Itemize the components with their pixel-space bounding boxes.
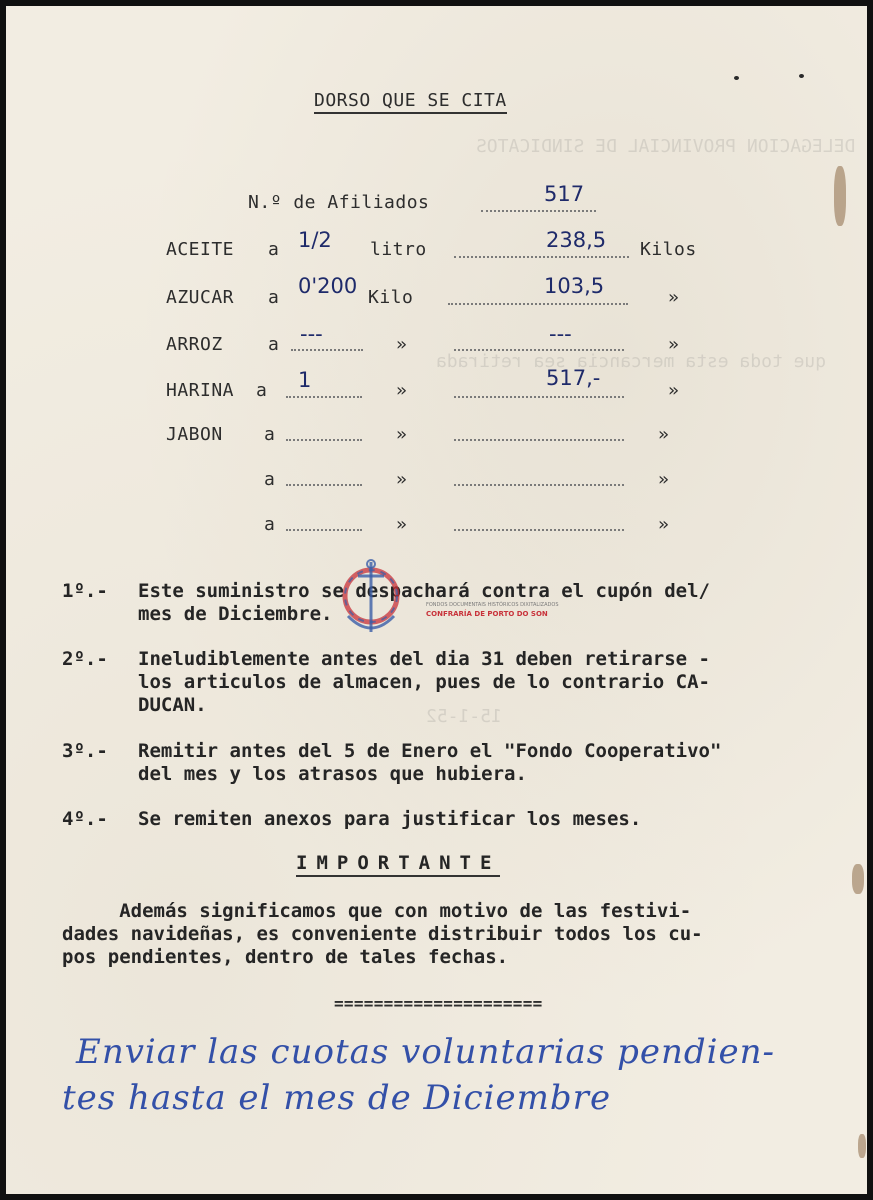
note-number: 1º.-: [62, 580, 108, 602]
row-a: a: [264, 469, 276, 490]
row-value: 238,5: [546, 228, 607, 252]
row-unit: »: [396, 424, 408, 445]
row-a: a: [264, 424, 276, 445]
dotted-line: [454, 484, 624, 486]
note-number: 2º.-: [62, 648, 108, 670]
row-end: »: [668, 334, 680, 355]
dotted-line: [454, 529, 624, 531]
row-value: 517,-: [546, 366, 601, 390]
row-end: Kilos: [640, 239, 697, 260]
row-name: ARROZ: [166, 334, 223, 355]
show-through-text: 15-1-52: [426, 706, 502, 727]
handwritten-note-line: tes hasta el mes de Diciembre: [62, 1078, 612, 1118]
row-name: HARINA: [166, 380, 235, 401]
row-a: a: [268, 287, 280, 308]
archive-seal-logo: [336, 554, 406, 644]
row-value: 103,5: [544, 274, 605, 298]
row-name: AZUCAR: [166, 287, 235, 308]
show-through-text: que toda esta mercancia sea retirada: [436, 351, 827, 372]
row-end: »: [658, 424, 670, 445]
row-unit: »: [396, 469, 408, 490]
paper-stain: [852, 864, 864, 894]
row-a: a: [268, 334, 280, 355]
dotted-line: [454, 256, 629, 258]
row-end: »: [668, 380, 680, 401]
dotted-line: [286, 529, 362, 531]
dotted-line: [286, 439, 362, 441]
note-text: Ineludiblemente antes del dia 31 deben retirarse - los articulos de almacen, pues de lo contrario CA- DUCAN.: [138, 648, 710, 716]
row-qty: ---: [300, 322, 323, 346]
dotted-line: [448, 303, 628, 305]
afiliados-label: N.º de Afiliados: [248, 192, 430, 213]
final-paragraph: Además significamos que con motivo de las festivi- dades navideñas, es conveniente distribuir todos los cu- pos pendientes, dentro de tales fechas.: [62, 900, 703, 968]
row-unit: Kilo: [368, 287, 414, 308]
row-a: a: [268, 239, 280, 260]
note-number: 3º.-: [62, 740, 108, 762]
dotted-line: [481, 210, 596, 212]
handwritten-note-line: Enviar las cuotas voluntarias pendien-: [76, 1032, 775, 1072]
row-qty: 0'200: [298, 274, 358, 298]
row-name: JABON: [166, 424, 223, 445]
note-text: Se remiten anexos para justificar los meses.: [138, 808, 642, 830]
paper-stain: [834, 166, 846, 226]
paper-stain: [858, 1134, 866, 1158]
ink-speck: [799, 74, 804, 78]
show-through-text: DELEGACION PROVINCIAL DE SINDICATOS: [476, 136, 856, 157]
row-qty: 1: [298, 368, 312, 392]
row-unit: litro: [370, 239, 427, 260]
dotted-line: [454, 396, 624, 398]
row-end: »: [658, 469, 670, 490]
row-unit: »: [396, 334, 408, 355]
row-unit: »: [396, 380, 408, 401]
dotted-line: [286, 396, 362, 398]
dotted-line: [286, 484, 362, 486]
afiliados-value: 517: [544, 182, 585, 206]
page-title: DORSO QUE SE CITA: [314, 90, 507, 114]
row-end: »: [658, 514, 670, 535]
note-number: 4º.-: [62, 808, 108, 830]
dotted-line: [454, 439, 624, 441]
ink-speck: [734, 76, 739, 80]
row-name: ACEITE: [166, 239, 235, 260]
separator-line: =====================: [334, 994, 543, 1013]
document-page: [6, 6, 867, 1194]
importante-heading: IMPORTANTE: [296, 852, 500, 877]
row-a: a: [256, 380, 268, 401]
seal-text: CONFRARÍA DE PORTO DO SON: [426, 610, 548, 618]
row-unit: »: [396, 514, 408, 535]
note-text: Remitir antes del 5 de Enero el "Fondo Cooperativo" del mes y los atrasos que hubiera.: [138, 740, 722, 785]
dotted-line: [454, 349, 624, 351]
row-end: »: [668, 287, 680, 308]
row-a: a: [264, 514, 276, 535]
note-text: Este suministro se despachará contra el cupón del/ mes de Diciembre.: [138, 580, 710, 625]
row-value: ---: [549, 322, 572, 346]
anchor-icon: [336, 554, 406, 644]
dotted-line: [291, 349, 363, 351]
seal-text: FONDOS DOCUMENTAIS HISTÓRICOS DIXITALIZADOS: [426, 602, 559, 608]
row-qty: 1/2: [298, 228, 332, 252]
